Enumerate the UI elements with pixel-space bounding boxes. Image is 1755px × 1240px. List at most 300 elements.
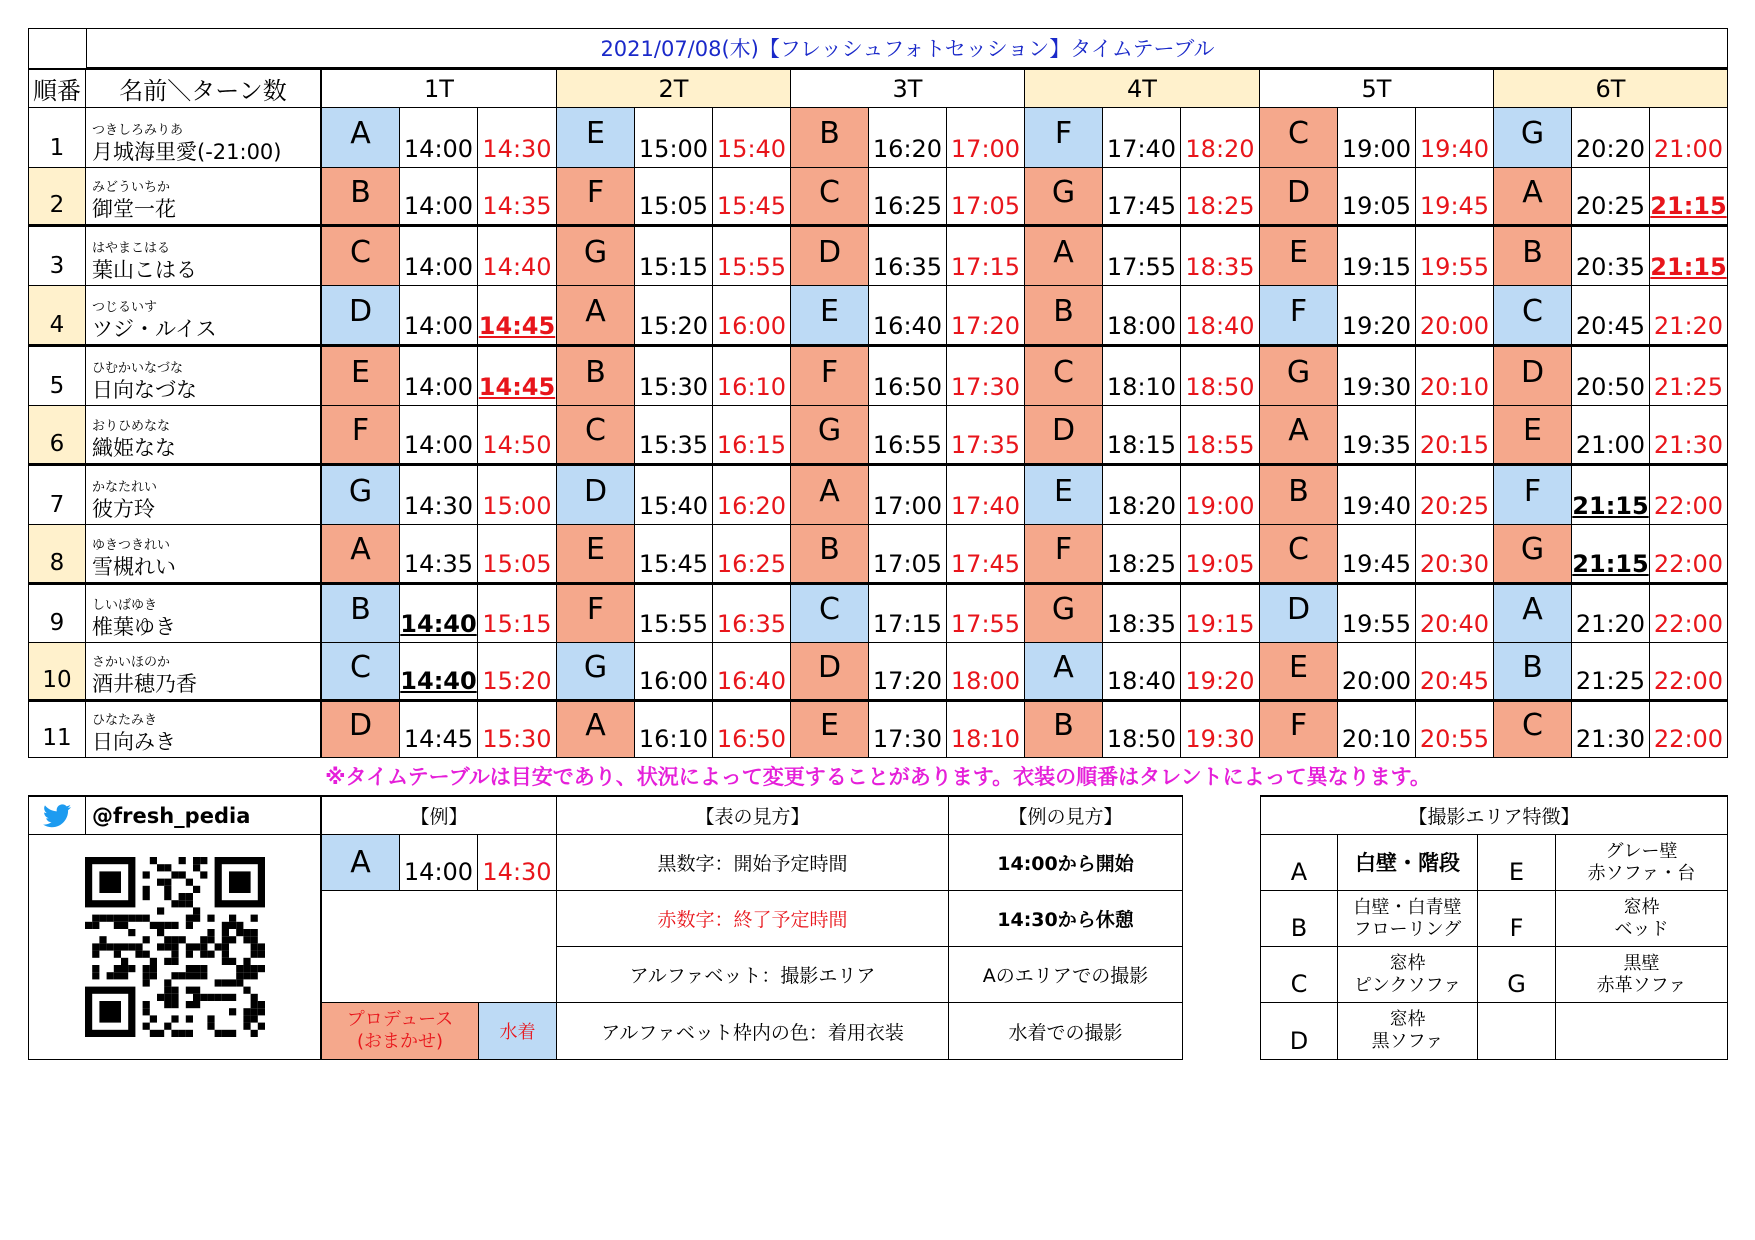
- turn-start: 17:30: [869, 700, 947, 758]
- turn-end: 19:00: [1181, 464, 1260, 525]
- turn-start: 19:20: [1338, 286, 1416, 345]
- turn-end: 17:05: [947, 168, 1025, 225]
- turn-start: 14:00: [400, 225, 478, 286]
- turn-end: 18:00: [947, 643, 1025, 700]
- turn-area: E: [1260, 225, 1338, 286]
- turn-start: 19:55: [1338, 583, 1416, 643]
- turn-end: 19:05: [1181, 525, 1260, 583]
- turn-end: 14:40: [478, 225, 557, 286]
- example-reading-1: 14:00から開始: [949, 835, 1183, 891]
- turn-end: 19:40: [1416, 108, 1494, 168]
- turn-area: D: [322, 700, 400, 758]
- turn-area: G: [1494, 525, 1572, 583]
- turn-start: 15:15: [635, 225, 713, 286]
- turn-area: D: [1494, 345, 1572, 406]
- example-reading-4: 水着での撮影: [949, 1003, 1183, 1060]
- area-desc-line-2: フローリング: [1353, 918, 1462, 940]
- turn-start: 14:35: [400, 525, 478, 583]
- turn-start: 19:15: [1338, 225, 1416, 286]
- turn-area: A: [1494, 583, 1572, 643]
- turn-area: G: [1025, 583, 1103, 643]
- turn-area: E: [791, 700, 869, 758]
- turn-area: E: [557, 108, 635, 168]
- name-kana: さかいほのか: [92, 655, 171, 670]
- turn-area: F: [1025, 525, 1103, 583]
- name-text: 月城海里愛(-21:00): [92, 140, 282, 164]
- turn-area: G: [1260, 345, 1338, 406]
- turn-area: C: [1025, 345, 1103, 406]
- qr-code: [85, 857, 265, 1037]
- turn-end: 16:35: [713, 583, 791, 643]
- turn-area: A: [791, 464, 869, 525]
- turn-area: C: [557, 406, 635, 464]
- turn-end: 14:50: [478, 406, 557, 464]
- turn-start: 18:40: [1103, 643, 1181, 700]
- turn-area: F: [1025, 108, 1103, 168]
- turn-start: 19:45: [1338, 525, 1416, 583]
- header-turn-5: 5T: [1260, 68, 1494, 108]
- turn-start: 16:20: [869, 108, 947, 168]
- turn-end: 21:20: [1650, 286, 1728, 345]
- name-text: 雪槻れい: [92, 555, 176, 579]
- turn-start: 21:20: [1572, 583, 1650, 643]
- turn-start: 17:45: [1103, 168, 1181, 225]
- turn-start: 21:15: [1572, 525, 1650, 583]
- turn-end: 15:00: [478, 464, 557, 525]
- turn-start: 15:55: [635, 583, 713, 643]
- header-turn-3: 3T: [791, 68, 1025, 108]
- turn-area: B: [1260, 464, 1338, 525]
- turn-end: 19:55: [1416, 225, 1494, 286]
- turn-start: 18:35: [1103, 583, 1181, 643]
- area-desc-line-1: 窓枠: [1389, 952, 1426, 974]
- row-name: [86, 464, 322, 525]
- example-reading-2: 14:30から休憩: [949, 891, 1183, 947]
- turn-start: 19:00: [1338, 108, 1416, 168]
- turn-start: 17:55: [1103, 225, 1181, 286]
- name-text: 織姫なな: [92, 436, 176, 460]
- header-name: 名前＼ターン数: [86, 68, 322, 108]
- row-name: [86, 286, 322, 345]
- how-alphabet-color: アルファベット枠内の色：着用衣装: [557, 1003, 949, 1060]
- turn-area: C: [1260, 525, 1338, 583]
- turn-end: 14:35: [478, 168, 557, 225]
- area-desc-line-1: 窓枠: [1623, 896, 1660, 918]
- turn-area: A: [322, 108, 400, 168]
- name-kana: つじるいす: [92, 300, 158, 315]
- turn-area: B: [322, 583, 400, 643]
- turn-end: 17:00: [947, 108, 1025, 168]
- turn-area: E: [557, 525, 635, 583]
- turn-end: 15:15: [478, 583, 557, 643]
- turn-start: 16:35: [869, 225, 947, 286]
- area-description: [1556, 891, 1728, 947]
- name-text: 葉山こはる: [92, 258, 197, 282]
- turn-end: 15:20: [478, 643, 557, 700]
- turn-end: 15:05: [478, 525, 557, 583]
- turn-end: 14:45: [478, 286, 557, 345]
- turn-start: 18:50: [1103, 700, 1181, 758]
- turn-area: F: [1494, 464, 1572, 525]
- how-alphabet: アルファベット：撮影エリア: [557, 947, 949, 1003]
- turn-start: 14:00: [400, 168, 478, 225]
- turn-area: C: [1494, 286, 1572, 345]
- turn-start: 14:45: [400, 700, 478, 758]
- header-turn-2: 2T: [557, 68, 791, 108]
- row-name: [86, 525, 322, 583]
- turn-area: E: [1494, 406, 1572, 464]
- turn-start: 17:15: [869, 583, 947, 643]
- turn-start: 21:00: [1572, 406, 1650, 464]
- row-order: 3: [28, 225, 86, 286]
- turn-end: 16:50: [713, 700, 791, 758]
- turn-end: 21:30: [1650, 406, 1728, 464]
- turn-end: 22:00: [1650, 700, 1728, 758]
- turn-start: 17:05: [869, 525, 947, 583]
- turn-start: 21:15: [1572, 464, 1650, 525]
- area-description: [1338, 835, 1478, 891]
- notice-text: ※タイムテーブルは目安であり、状況によって変更することがあります。衣装の順番はタレントによって異なります。: [325, 765, 1431, 789]
- turn-end: 17:15: [947, 225, 1025, 286]
- turn-start: 18:00: [1103, 286, 1181, 345]
- turn-area: G: [557, 225, 635, 286]
- name-kana: ゆきつきれい: [92, 538, 171, 553]
- turn-area: D: [322, 286, 400, 345]
- turn-start: 14:40: [400, 643, 478, 700]
- qr-code-cell: [28, 835, 322, 1060]
- turn-start: 14:40: [400, 583, 478, 643]
- area-description: [1556, 947, 1728, 1003]
- example-produce: [322, 1003, 479, 1060]
- turn-end: 16:10: [713, 345, 791, 406]
- turn-end: 14:30: [478, 108, 557, 168]
- header-turn-6: 6T: [1494, 68, 1728, 108]
- turn-area: F: [557, 168, 635, 225]
- area-key: G: [1478, 947, 1556, 1003]
- area-desc-line-1: 白壁・白青壁: [1353, 896, 1462, 918]
- turn-area: E: [1025, 464, 1103, 525]
- turn-start: 15:05: [635, 168, 713, 225]
- turn-end: 15:30: [478, 700, 557, 758]
- example-header: 【例】: [322, 795, 557, 835]
- turn-end: 17:55: [947, 583, 1025, 643]
- turn-area: D: [791, 225, 869, 286]
- row-name: [86, 406, 322, 464]
- turn-end: 16:40: [713, 643, 791, 700]
- turn-area: D: [791, 643, 869, 700]
- produce-label-2: (おまかせ): [356, 1031, 444, 1052]
- how-black-numbers: 黒数字：開始予定時間: [557, 835, 949, 891]
- how-to-read-header: 【表の見方】: [557, 795, 949, 835]
- area-description: [1338, 1003, 1478, 1060]
- turn-end: 18:25: [1181, 168, 1260, 225]
- turn-start: 18:25: [1103, 525, 1181, 583]
- header-order: 順番: [28, 68, 86, 108]
- turn-end: 17:30: [947, 345, 1025, 406]
- turn-area: F: [791, 345, 869, 406]
- turn-start: 20:25: [1572, 168, 1650, 225]
- name-text: ツジ・ルイス: [92, 317, 217, 341]
- area-key: B: [1260, 891, 1338, 947]
- turn-start: 21:25: [1572, 643, 1650, 700]
- name-kana: はやまこはる: [92, 241, 171, 256]
- name-text: 椎葉ゆき: [92, 615, 176, 639]
- turn-area: B: [322, 168, 400, 225]
- turn-area: B: [791, 108, 869, 168]
- turn-start: 16:00: [635, 643, 713, 700]
- turn-end: 20:55: [1416, 700, 1494, 758]
- turn-start: 16:50: [869, 345, 947, 406]
- row-order: 11: [28, 700, 86, 758]
- turn-start: 15:40: [635, 464, 713, 525]
- name-kana: しいばゆき: [92, 598, 158, 613]
- turn-area: C: [791, 168, 869, 225]
- area-desc-line-2: 赤ソファ・台: [1587, 862, 1696, 884]
- turn-end: 18:10: [947, 700, 1025, 758]
- example-reading-header: 【例の見方】: [949, 795, 1183, 835]
- turn-end: 20:00: [1416, 286, 1494, 345]
- turn-start: 19:05: [1338, 168, 1416, 225]
- turn-start: 19:40: [1338, 464, 1416, 525]
- area-desc-line-1: 窓枠: [1389, 1009, 1426, 1030]
- turn-start: 16:25: [869, 168, 947, 225]
- turn-end: 20:15: [1416, 406, 1494, 464]
- name-kana: かなたれい: [92, 480, 158, 495]
- turn-area: E: [791, 286, 869, 345]
- turn-end: 19:15: [1181, 583, 1260, 643]
- turn-start: 18:10: [1103, 345, 1181, 406]
- row-name: [86, 700, 322, 758]
- turn-start: 20:35: [1572, 225, 1650, 286]
- row-name: [86, 225, 322, 286]
- turn-area: F: [322, 406, 400, 464]
- turn-start: 14:30: [400, 464, 478, 525]
- turn-end: 15:45: [713, 168, 791, 225]
- turn-area: C: [1260, 108, 1338, 168]
- turn-end: 20:25: [1416, 464, 1494, 525]
- name-text: 日向みき: [92, 730, 176, 754]
- area-desc-line-1: 黒壁: [1623, 952, 1660, 974]
- turn-start: 14:00: [400, 345, 478, 406]
- turn-start: 20:00: [1338, 643, 1416, 700]
- turn-end: 22:00: [1650, 525, 1728, 583]
- turn-area: B: [557, 345, 635, 406]
- row-name: [86, 643, 322, 700]
- turn-start: 14:00: [400, 108, 478, 168]
- twitter-bird-icon: [43, 804, 71, 828]
- turn-area: G: [1025, 168, 1103, 225]
- turn-end: 22:00: [1650, 583, 1728, 643]
- area-key: [1478, 1003, 1556, 1060]
- turn-area: D: [557, 464, 635, 525]
- turn-start: 17:40: [1103, 108, 1181, 168]
- area-description: [1338, 947, 1478, 1003]
- header-turn-1: 1T: [322, 68, 557, 108]
- turn-area: B: [1025, 700, 1103, 758]
- example-area: A: [322, 835, 400, 891]
- turn-area: A: [1260, 406, 1338, 464]
- example-swimsuit: 水着: [479, 1003, 557, 1060]
- area-description: [1556, 1003, 1728, 1060]
- turn-area: G: [322, 464, 400, 525]
- turn-start: 16:40: [869, 286, 947, 345]
- twitter-cell[interactable]: [28, 795, 86, 835]
- turn-end: 18:35: [1181, 225, 1260, 286]
- name-kana: おりひめなな: [92, 419, 171, 434]
- name-kana: つきしろみりあ: [92, 123, 184, 138]
- turn-area: A: [1025, 225, 1103, 286]
- row-order: 1: [28, 108, 86, 168]
- turn-end: 18:50: [1181, 345, 1260, 406]
- turn-area: B: [1025, 286, 1103, 345]
- area-desc-line-2: ピンクソファ: [1353, 974, 1462, 996]
- area-desc-line-2: 黒ソファ: [1371, 1031, 1444, 1052]
- turn-area: E: [322, 345, 400, 406]
- turn-start: 17:00: [869, 464, 947, 525]
- name-text: 御堂一花: [92, 197, 176, 221]
- example-blank: [322, 891, 557, 1003]
- turn-area: F: [1260, 286, 1338, 345]
- turn-start: 20:50: [1572, 345, 1650, 406]
- example-end: 14:30: [478, 835, 557, 891]
- area-desc-line-2: ベッド: [1614, 918, 1669, 940]
- row-order: 10: [28, 643, 86, 700]
- area-key: A: [1260, 835, 1338, 891]
- turn-end: 19:20: [1181, 643, 1260, 700]
- turn-end: 16:15: [713, 406, 791, 464]
- turn-end: 17:20: [947, 286, 1025, 345]
- turn-end: 18:40: [1181, 286, 1260, 345]
- turn-start: 15:30: [635, 345, 713, 406]
- header-turn-4: 4T: [1025, 68, 1260, 108]
- turn-end: 21:25: [1650, 345, 1728, 406]
- name-kana: みどういちか: [92, 180, 171, 195]
- turn-end: 17:45: [947, 525, 1025, 583]
- turn-start: 20:45: [1572, 286, 1650, 345]
- area-desc-line-2: 赤革ソファ: [1596, 974, 1687, 996]
- turn-end: 17:40: [947, 464, 1025, 525]
- turn-area: A: [1494, 168, 1572, 225]
- turn-area: D: [1260, 583, 1338, 643]
- name-text: 日向なづな: [92, 378, 197, 402]
- produce-label-1: プロデュース: [346, 1009, 454, 1030]
- turn-end: 20:10: [1416, 345, 1494, 406]
- example-reading-3: Aのエリアでの撮影: [949, 947, 1183, 1003]
- turn-area: G: [557, 643, 635, 700]
- turn-start: 18:20: [1103, 464, 1181, 525]
- row-order: 9: [28, 583, 86, 643]
- turn-area: F: [557, 583, 635, 643]
- turn-start: 16:10: [635, 700, 713, 758]
- area-description: [1556, 835, 1728, 891]
- turn-start: 15:35: [635, 406, 713, 464]
- turn-end: 19:45: [1416, 168, 1494, 225]
- name-kana: ひむかいなづな: [92, 361, 184, 376]
- area-desc-line-1: グレー壁: [1605, 840, 1678, 862]
- row-name: [86, 168, 322, 225]
- turn-area: E: [1260, 643, 1338, 700]
- turn-end: 15:55: [713, 225, 791, 286]
- turn-end: 15:40: [713, 108, 791, 168]
- turn-area: C: [322, 225, 400, 286]
- row-name: [86, 108, 322, 168]
- area-key: C: [1260, 947, 1338, 1003]
- turn-end: 16:20: [713, 464, 791, 525]
- turn-start: 21:30: [1572, 700, 1650, 758]
- areas-header: 【撮影エリア特徴】: [1260, 795, 1728, 835]
- page-title: 2021/07/08(木)【フレッシュフォトセッション】タイムテーブル: [86, 28, 1728, 68]
- area-key: E: [1478, 835, 1556, 891]
- area-desc-line-1: 白壁・階段: [1355, 850, 1460, 875]
- turn-end: 16:00: [713, 286, 791, 345]
- turn-end: 20:45: [1416, 643, 1494, 700]
- example-start: 14:00: [400, 835, 478, 891]
- turn-start: 15:45: [635, 525, 713, 583]
- turn-end: 21:15: [1650, 225, 1728, 286]
- turn-area: D: [1025, 406, 1103, 464]
- how-red-numbers: 赤数字：終了予定時間: [557, 891, 949, 947]
- turn-start: 18:15: [1103, 406, 1181, 464]
- area-key: F: [1478, 891, 1556, 947]
- row-order: 6: [28, 406, 86, 464]
- turn-area: A: [322, 525, 400, 583]
- area-description: [1338, 891, 1478, 947]
- turn-end: 16:25: [713, 525, 791, 583]
- row-order: 8: [28, 525, 86, 583]
- row-order: 7: [28, 464, 86, 525]
- turn-start: 14:00: [400, 406, 478, 464]
- turn-end: 22:00: [1650, 464, 1728, 525]
- area-key: D: [1260, 1003, 1338, 1060]
- turn-area: B: [1494, 225, 1572, 286]
- turn-start: 19:35: [1338, 406, 1416, 464]
- turn-end: 18:55: [1181, 406, 1260, 464]
- turn-start: 15:00: [635, 108, 713, 168]
- turn-area: F: [1260, 700, 1338, 758]
- turn-area: C: [1494, 700, 1572, 758]
- name-kana: ひなたみき: [92, 713, 158, 728]
- turn-start: 14:00: [400, 286, 478, 345]
- turn-start: 15:20: [635, 286, 713, 345]
- turn-area: A: [557, 286, 635, 345]
- turn-end: 19:30: [1181, 700, 1260, 758]
- name-text: 酒井穂乃香: [92, 672, 197, 696]
- turn-start: 20:10: [1338, 700, 1416, 758]
- turn-start: 19:30: [1338, 345, 1416, 406]
- turn-end: 21:00: [1650, 108, 1728, 168]
- turn-end: 20:40: [1416, 583, 1494, 643]
- turn-end: 20:30: [1416, 525, 1494, 583]
- turn-end: 22:00: [1650, 643, 1728, 700]
- turn-start: 20:20: [1572, 108, 1650, 168]
- row-name: [86, 345, 322, 406]
- row-order: 5: [28, 345, 86, 406]
- twitter-handle[interactable]: @fresh_pedia: [86, 795, 322, 835]
- turn-area: A: [557, 700, 635, 758]
- turn-end: 14:45: [478, 345, 557, 406]
- turn-area: D: [1260, 168, 1338, 225]
- row-order: 2: [28, 168, 86, 225]
- turn-end: 18:20: [1181, 108, 1260, 168]
- turn-area: C: [322, 643, 400, 700]
- turn-end: 21:15: [1650, 168, 1728, 225]
- row-order: 4: [28, 286, 86, 345]
- turn-area: C: [791, 583, 869, 643]
- turn-start: 17:20: [869, 643, 947, 700]
- turn-area: G: [1494, 108, 1572, 168]
- turn-start: 16:55: [869, 406, 947, 464]
- row-name: [86, 583, 322, 643]
